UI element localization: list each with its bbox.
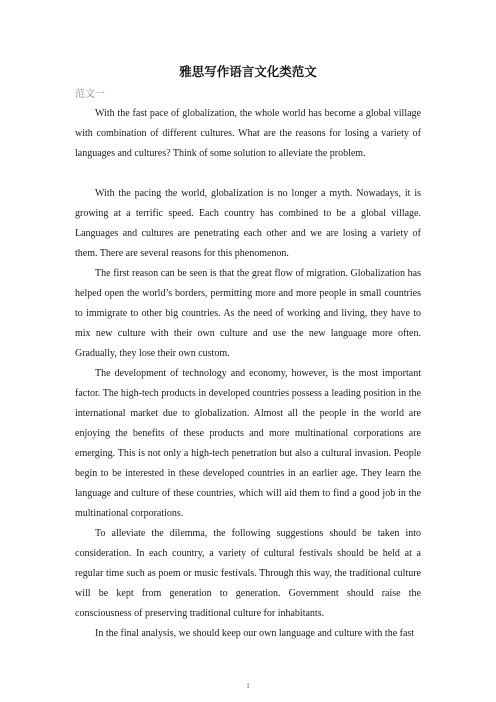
essay-paragraph-conclusion: In the final analysis, we should keep our own language and culture with the fast [95,628,415,639]
essay-paragraph-solutions: To alleviate the dilemma, the following suggestions should be taken into consideration. In each country, a variety of cultural festivals should be held at a regular time such as poem or music festivals. Through this way, the traditional culture will be kept from generation to generation. Government should raise the consciousness of preserving traditional culture for inhabitants. [75,528,421,619]
essay-paragraph-migration: The first reason can be seen is that the great flow of migration. Globalization has helped open the world’s borders, permitting more and more people in small countries to immigrate to other big countries. As the need of working and living, they have to mix new culture with their own culture and use the new language more often. Gradually, they lose their own custom. [75,268,421,359]
essay-prompt-paragraph: With the fast pace of globalization, the whole world has become a global village with combination of different cultures. What are the reasons for losing a variety of languages and cultures? Think of some solution to alleviate the problem. [75,108,421,159]
document-title: 雅思写作语言文化类范文 [179,64,317,79]
essay-paragraph-intro: With the pacing the world, globalization is no longer a myth. Nowadays, it is growing at a terrific speed. Each country has combined to be a global village. Languages and cultures are penetrating each other and we are losing a variety of them. There are several reasons for this phenomenon. [75,188,421,259]
page-number: 1 [246,682,250,690]
prompt-block [75,104,421,164]
essay-body [75,184,421,644]
essay-paragraph-technology: The development of technology and economy, however, is the most important factor. The high-tech products in developed countries possess a leading position in the international market due to globalization. Almost all the people in the world are enjoying the benefits of these products and more multinational corporations are emerging. This is not only a high-tech penetration but also a cultural invasion. People begin to be interested in these developed countries in an earlier age. They learn the language and culture of these countries, which will aid them to find a good job in the multinational corporations. [75,368,421,519]
section-label: 范文一 [75,89,105,100]
